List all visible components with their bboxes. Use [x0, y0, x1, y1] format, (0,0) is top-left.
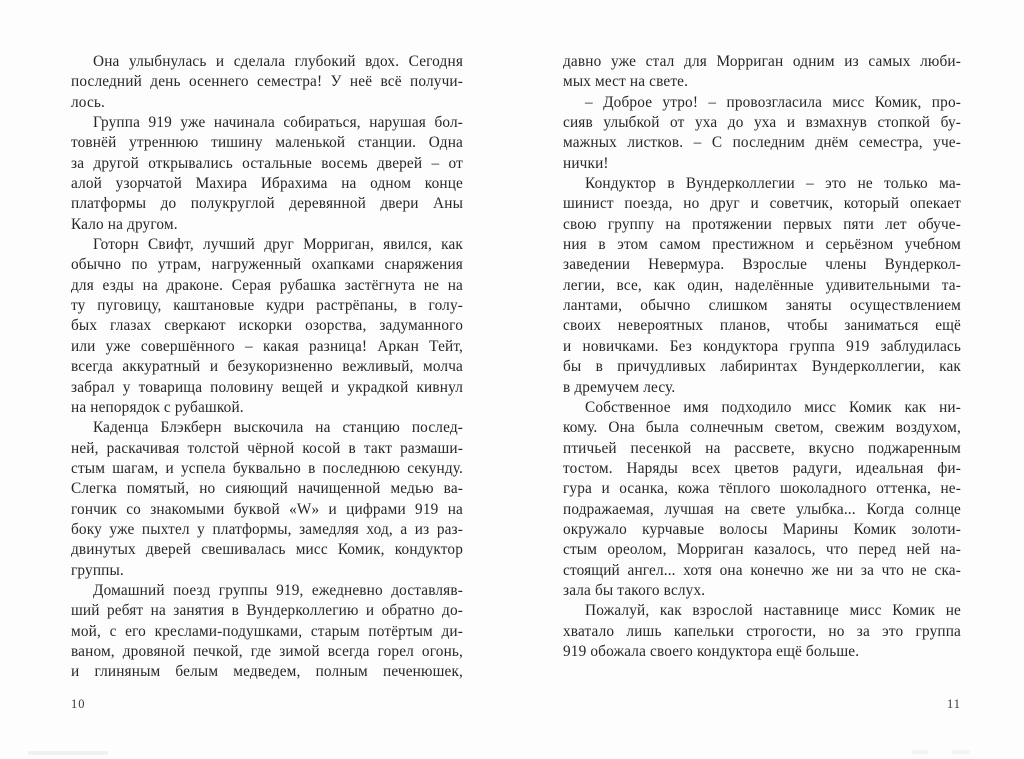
text-line: нички! [563, 154, 609, 172]
text-line: мой, с его креслами-подушками, старым потёртым ди- [71, 622, 463, 640]
text-line: забрал у товарища половину вещей и украдкой кивнул [71, 378, 463, 396]
text-line: и новичками. Без кондуктора группа 919 заблудилась [563, 337, 961, 355]
text-line: заведении Невермура. Взрослые члены Вундеркол- [563, 256, 961, 274]
text-line: легии, все, как один, наделённые удивительными та- [563, 276, 961, 294]
text-line: шинист поезда, но друг и советчик, который опекает [563, 195, 961, 213]
text-line: ней, раскачивая толстой чёрной косой в такт размаши- [71, 439, 463, 457]
text-line: птичьей песенкой на рассвете, вкусно поджаренным [563, 439, 961, 457]
text-line: боку уже пыхтел у платформы, замедляя ход, а из раз- [71, 520, 463, 538]
text-line: алой узорчатой Махира Ибрахима на одном конце [71, 175, 463, 193]
text-line: Слегка помятый, но сияющий начищенной медью ва- [71, 480, 463, 498]
text-line: хватало лишь капельки строгости, но за это группа [563, 622, 961, 640]
text-line: стым шагам, и успела буквально в последнюю секунду. [71, 459, 463, 477]
text-line: бых глазах сверкают искорки озорства, задуманного [71, 317, 463, 335]
text-line: обычно по утрам, нагруженный охапками снаряжения [71, 256, 463, 274]
text-line: подражаемая, лучшая на свете улыбка... Когда солнце [563, 500, 961, 518]
text-line: на непорядок с рубашкой. [71, 398, 244, 416]
text-line: Кало на другом. [71, 215, 178, 233]
text-line: ту пуговицу, каштановые кудри растрёпаны, в голу- [71, 297, 463, 315]
page-edge-shadow [28, 751, 108, 755]
page-edge-shadow [912, 750, 928, 754]
text-line: двинутых дверей свешивалась мисс Комик, кондуктор [71, 541, 463, 559]
text-line: всегда аккуратный и безукоризненно вежливый, молча [71, 358, 463, 376]
text-line: 919 обожала своего кондуктора ещё больше. [563, 642, 860, 660]
page-edge-shadow [952, 750, 970, 754]
text-line: и глиняным белым медведем, полным печенюшек, [71, 663, 463, 681]
text-line: стым ореолом, Морриган казалось, что перед ней на- [563, 541, 961, 559]
text-line: платформы до полукруглой деревянной двери Аны [71, 195, 463, 213]
text-line: кому. Она была солнечным светом, свежим воздухом, [563, 419, 961, 437]
text-line: бы в причудливых лабиринтах Вундерколлегии, как [563, 358, 961, 376]
text-line: или уже совершённого – какая разница! Аркан Тейт, [71, 337, 463, 355]
page-number-right: 11 [946, 697, 961, 711]
text-line: окружало курчавые волосы Марины Комик золоти- [563, 520, 961, 538]
text-line: зала бы такого вслух. [563, 581, 706, 599]
text-line: свою группу на протяжении первых пяти лет обуче- [563, 215, 961, 233]
text-line: в дремучем лесу. [563, 378, 676, 396]
page-left-text [71, 52, 463, 683]
text-line: гончик со знакомыми буквой «W» и цифрами 919 на [71, 500, 463, 518]
text-line: давно уже стал для Морриган одним из самых люби- [563, 53, 961, 70]
text-line: Готорн Свифт, лучший друг Морриган, явился, как [93, 236, 463, 254]
text-line: лантами, обычно слишком заняты осуществлением [563, 297, 961, 315]
text-line: Домашний поезд группы 919, ежедневно доставляв- [93, 581, 463, 599]
text-line: Собственное имя подходило мисс Комик как ни- [585, 398, 961, 416]
text-line: Каденца Блэкберн выскочила на станцию послед- [93, 419, 463, 437]
text-line: Кондуктор в Вундерколлегии – это не только ма- [585, 175, 961, 193]
text-line: за другой открывались остальные восемь дверей – от [71, 154, 463, 172]
text-line: тостом. Наряды всех цветов радуги, идеальная фи- [563, 459, 961, 477]
text-line: лось. [71, 93, 106, 111]
text-line: гура и осанка, кожа тёплого шоколадного оттенка, не- [563, 480, 961, 498]
text-line: последний день осеннего семестра! У неё всё получи- [71, 73, 463, 91]
page-number-left: 10 [71, 697, 86, 711]
text-line: Она улыбнулась и сделала глубокий вдох. Сегодня [93, 53, 463, 70]
text-line: группы. [71, 561, 124, 579]
text-line: Пожалуй, как взрослой наставнице мисс Комик не [585, 602, 961, 620]
text-line: своих невероятных планов, чтобы заниматься ещё [563, 317, 961, 335]
text-line: Группа 919 уже начинала собираться, нарушая бол- [93, 114, 463, 132]
text-line: мых мест на свете. [563, 73, 689, 91]
text-line: ваном, дровяной печкой, где зимой всегда горел огонь, [71, 642, 463, 660]
text-line: мажных листков. – С последним днём семестра, уче- [563, 134, 961, 152]
text-line: – Доброе утро! – провозгласила мисс Комик, про- [585, 93, 961, 111]
text-line: стоящий ангел... хотя она конечно же ни за что не ска- [563, 561, 961, 579]
page-right-text [563, 52, 961, 662]
text-line: ший ребят на занятия в Вундерколлегию и обратно до- [71, 602, 463, 620]
text-line: для езды на драконе. Серая рубашка застёгнута не на [71, 276, 463, 294]
text-line: сияв улыбкой от уха до уха и взмахнув стопкой бу- [563, 114, 961, 132]
text-line: товнёй утреннюю тишину маленькой станции. Одна [71, 134, 463, 152]
text-line: ния в этом самом престижном и серьёзном учебном [563, 236, 961, 254]
